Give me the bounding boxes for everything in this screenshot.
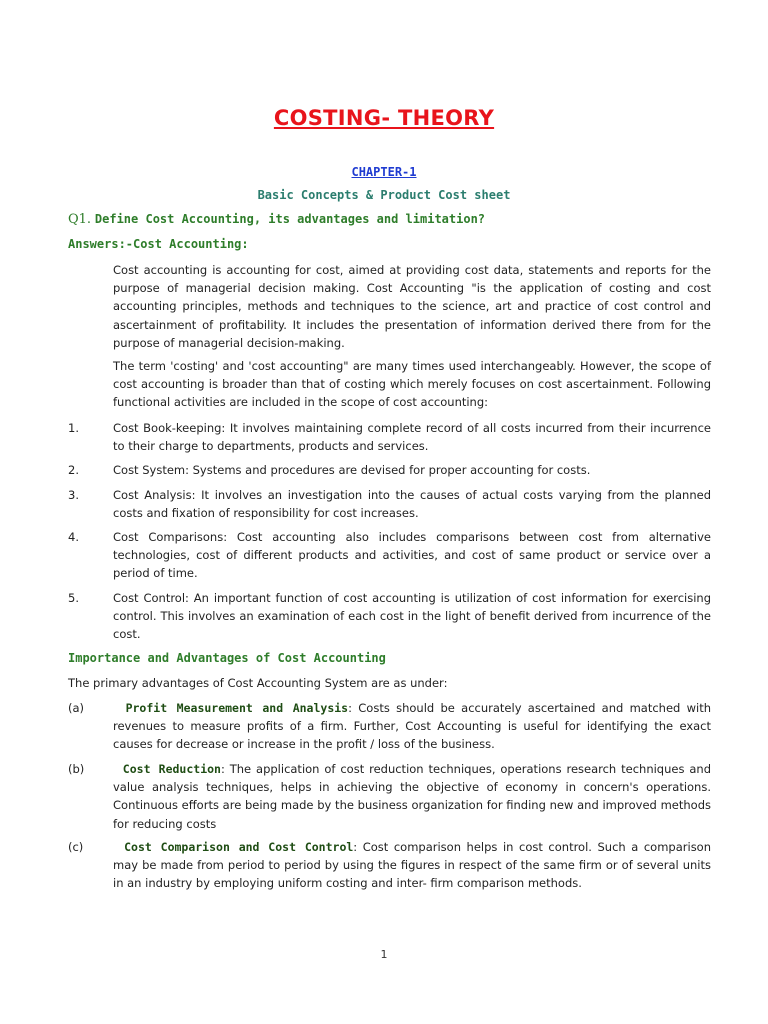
activity-number: 5. bbox=[68, 591, 79, 605]
advantage-title: Cost Reduction bbox=[122, 762, 221, 776]
paragraph-scope: The term 'costing' and 'cost accounting" are many times used interchangeably. However, the scope of cost accounting is broader than that of costing which merely focuses on cost ascertainment. Following functional activities are included in the scope of cost accounting: bbox=[113, 359, 711, 410]
activity-number: 2. bbox=[68, 463, 79, 477]
advantage-text bbox=[113, 760, 711, 833]
chapter-subtitle: Basic Concepts & Product Cost sheet bbox=[257, 188, 511, 202]
advantage-text bbox=[113, 699, 711, 754]
advantage-label: (a) bbox=[68, 701, 85, 715]
activity-text: Cost Control: An important function of cost accounting is utilization of cost information for exercising control. This involves an examination of each cost in the light of benefit derived from incurrence of the cost. bbox=[113, 591, 711, 642]
advantage-body: : The application of cost reduction techniques, operations research techniques and value analysis techniques, helps in achieving the objective of economy in concern's operations. Continuous efforts are being made by the business organization for finding new and improved methods for reducing costs bbox=[113, 762, 711, 831]
advantages-heading: Importance and Advantages of Cost Accounting bbox=[68, 651, 386, 665]
advantage-body: : Costs should be accurately ascertained and matched with revenues to measure profits of a firm. Further, Cost Accounting is useful for identifying the exact causes for decrease or increase in the profit / loss of the business. bbox=[113, 701, 711, 752]
advantage-item bbox=[68, 838, 768, 896]
advantage-label: (b) bbox=[68, 762, 85, 776]
paragraph-definition: Cost accounting is accounting for cost, aimed at providing cost data, statements and reports for the purpose of managerial decision making. Cost Accounting "is the application of costing and cost accounting principles, methods and techniques to the science, art and practice of cost control and ascertainment of profitability. It includes the presentation of information derived there from for the purpose of managerial decision-making. bbox=[113, 263, 711, 350]
advantage-text bbox=[113, 838, 711, 893]
question-number: Q1. bbox=[68, 212, 92, 227]
activity-item bbox=[68, 528, 768, 586]
advantages-intro: The primary advantages of Cost Accounting System are as under: bbox=[68, 676, 448, 690]
activity-number: 4. bbox=[68, 530, 79, 544]
activity-item bbox=[68, 589, 768, 647]
activity-number: 3. bbox=[68, 488, 79, 502]
advantage-item bbox=[68, 699, 768, 757]
question-text: Define Cost Accounting, its advantages and limitation? bbox=[94, 212, 486, 226]
advantage-body: : Cost comparison helps in cost control. Such a comparison may be made from period to period by using the figures in respect of the same firm or of several units in an industry by employing uniform costing and inter- firm comparison methods. bbox=[113, 840, 712, 891]
activity-text: Cost Analysis: It involves an investigation into the causes of actual costs varying from the planned costs and fixation of responsibility for cost increases. bbox=[113, 488, 711, 521]
activity-text: Cost Comparisons: Cost accounting also includes comparisons between cost from alternative technologies, cost of different products and activities, and cost of same product or service over a period of time. bbox=[113, 530, 711, 581]
advantage-label: (c) bbox=[68, 840, 84, 854]
answer-heading: Answers:-Cost Accounting: bbox=[68, 237, 249, 251]
activity-item bbox=[68, 486, 768, 526]
document-title: COSTING- THEORY bbox=[273, 106, 495, 130]
activity-number: 1. bbox=[68, 421, 79, 435]
activity-text: Cost Book-keeping: It involves maintaining complete record of all costs incurred from their incurrence to their charge to departments, products and services. bbox=[113, 421, 711, 454]
activity-item bbox=[68, 419, 768, 459]
question-line bbox=[68, 212, 485, 227]
advantage-title: Profit Measurement and Analysis bbox=[125, 701, 349, 715]
advantage-title: Cost Comparison and Cost Control bbox=[124, 840, 354, 854]
activity-text: Cost System: Systems and procedures are devised for proper accounting for costs. bbox=[113, 463, 591, 477]
advantage-item bbox=[68, 760, 768, 836]
chapter-heading: CHAPTER-1 bbox=[351, 165, 417, 179]
page-number: 1 bbox=[380, 948, 388, 961]
activity-item bbox=[68, 461, 768, 481]
